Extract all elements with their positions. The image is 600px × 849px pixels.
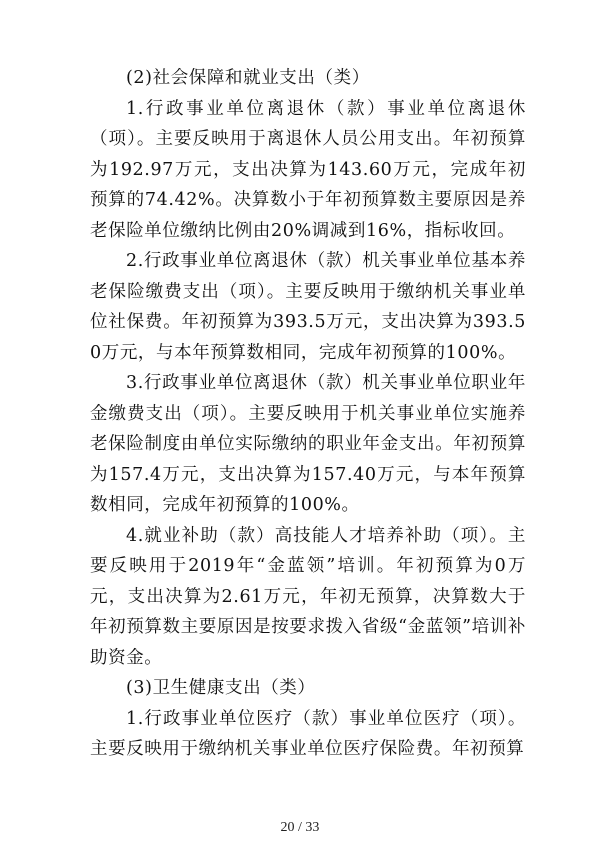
paragraph-basic-pension-insurance: 2.行政事业单位离退休（款）机关事业单位基本养老保险缴费支出（项）。主要反映用于缴纳机关事业单位社保费。年初预算为393.5万元，支出决算为393.50万元，与本年预算数相同，完成年初预算的100%。 xyxy=(90,251,526,363)
paragraph-occupational-annuity: 3.行政事业单位离退休（款）机关事业单位职业年金缴费支出（项）。主要反映用于机关事业单位实施养老保险制度由单位实际缴纳的职业年金支出。年初预算为157.4万元，支出决算为157.40万元，与本年预算数相同，完成年初预算的100%。 xyxy=(90,373,526,515)
paragraph-retirement-public-expense: 1.行政事业单位离退休（款）事业单位离退休（项）。主要反映用于离退休人员公用支出。年初预算为192.97万元，支出决算为143.60万元，完成年初预算的74.42%。决算数小于年初预算数主要原因是养老保险单位缴纳比例由20%调减到16%，指标收回。 xyxy=(90,98,526,241)
section-heading-social-security: (2)社会保障和就业支出（类） xyxy=(126,68,370,88)
document-body xyxy=(90,63,526,765)
page-number: 20 / 33 xyxy=(280,820,320,835)
section-heading-health: (3)卫生健康支出（类） xyxy=(126,678,316,698)
paragraph-employment-subsidy: 4.就业补助（款）高技能人才培养补助（项）。主要反映用于2019年“金蓝领”培训。年初预算为0万元，支出决算为2.61万元，年初无预算，决算数大于年初预算数主要原因是按要求拨入省级“金蓝领”培训补助资金。 xyxy=(90,525,526,668)
paragraph-medical-insurance: 1.行政事业单位医疗（款）事业单位医疗（项）。主要反映用于缴纳机关事业单位医疗保险费。年初预算 xyxy=(90,708,526,759)
